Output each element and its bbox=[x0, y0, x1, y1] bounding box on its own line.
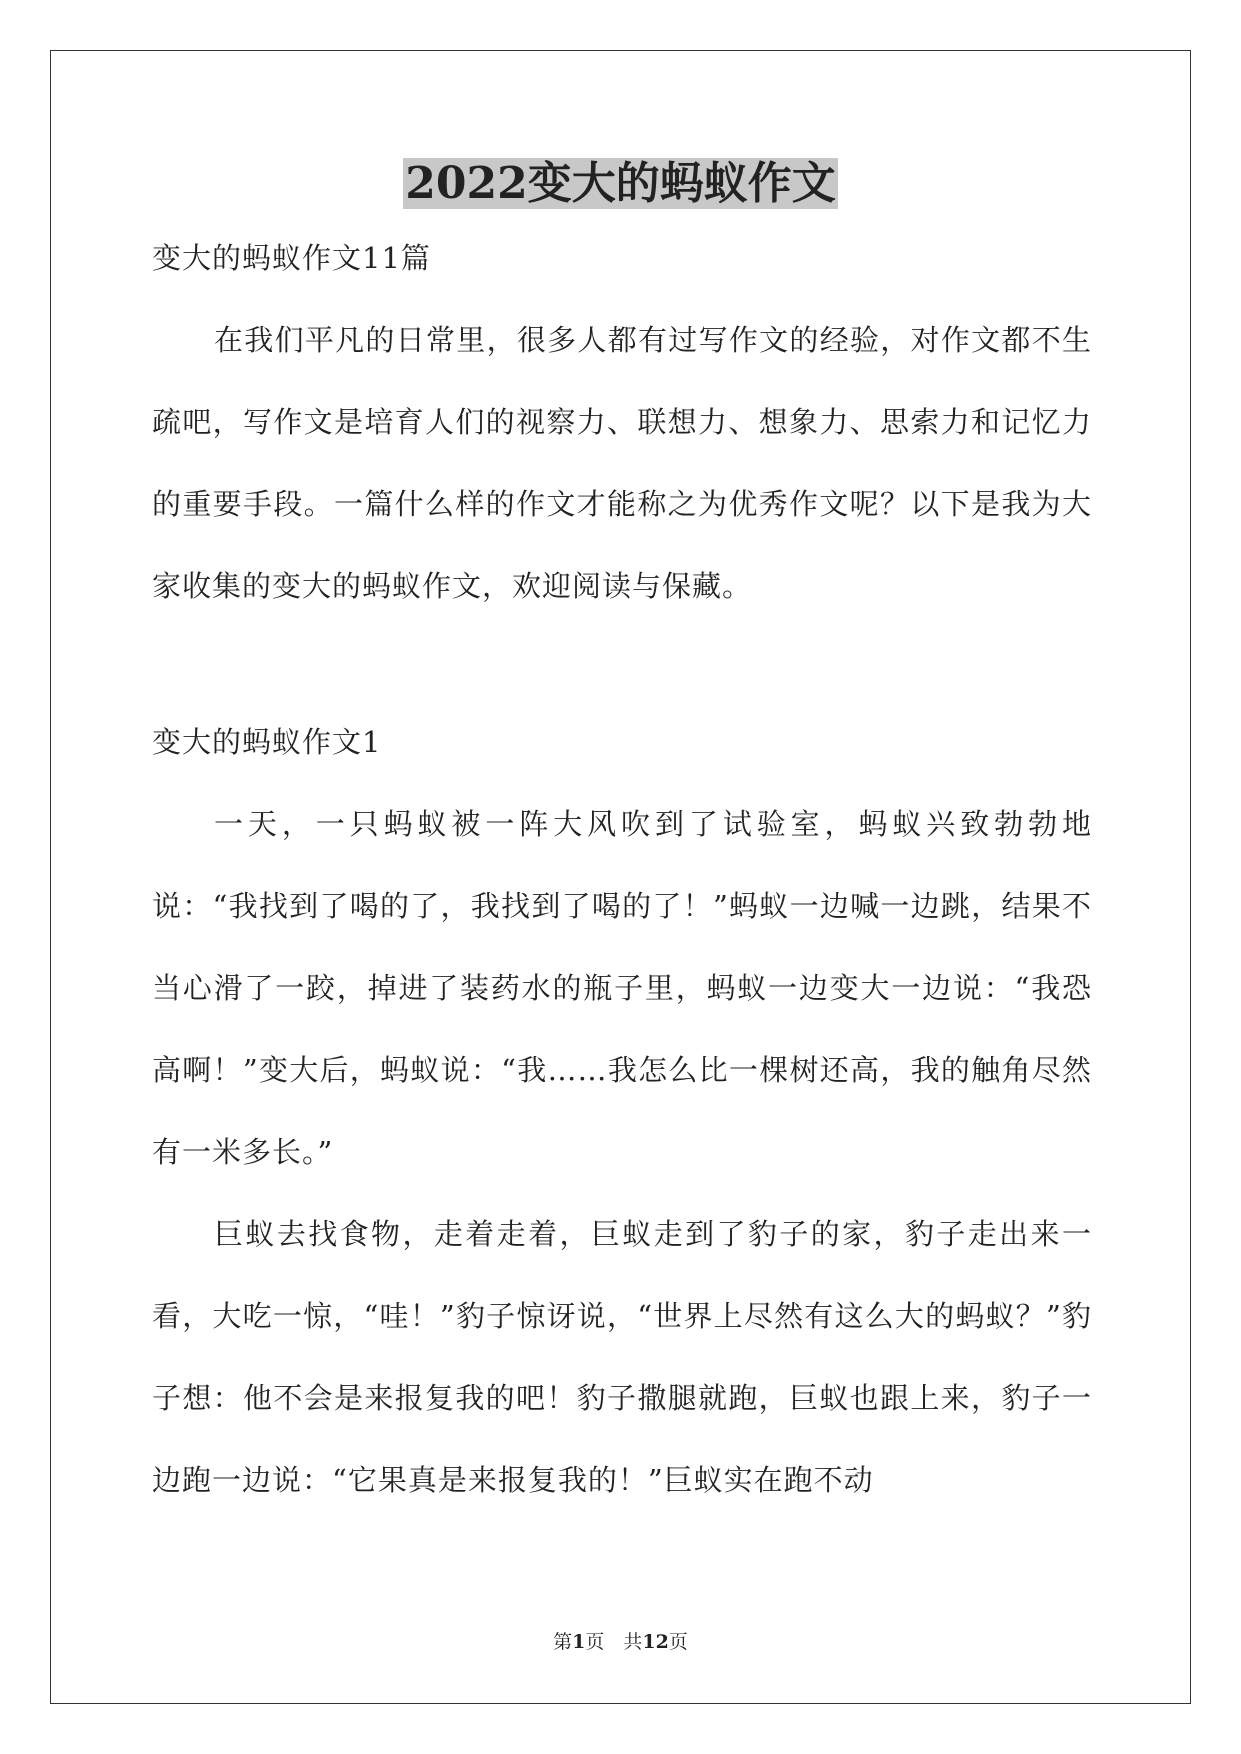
footer-prefix: 第 bbox=[553, 1631, 573, 1653]
footer-suffix: 页 bbox=[668, 1631, 688, 1653]
document-title-text: 2022变大的蚂蚁作文 bbox=[405, 158, 836, 209]
intro-paragraph: 在我们平凡的日常里，很多人都有过写作文的经验，对作文都不生疏吧，写作文是培育人们的视察力、联想力、想象力、思索力和记忆力的重要手段。一篇什么样的作文才能称之为优秀作文呢？以下是我为大家收集的变大的蚂蚁作文，欢迎阅读与保藏。 bbox=[152, 323, 1092, 603]
footer-middle: 页 共 bbox=[585, 1631, 643, 1653]
document-body bbox=[152, 217, 1092, 1521]
body-paragraph: 巨蚁去找食物，走着走着，巨蚁走到了豹子的家，豹子走出来一看，大吃一惊，“哇！”豹子惊讶说，“世界上尽然有这么大的蚂蚁？”豹子想：他不会是来报复我的吧！豹子撒腿就跑，巨蚁也跟上来，豹子一边跑一边说：“它果真是来报复我的！”巨蚁实在跑不动 bbox=[152, 1217, 1092, 1497]
section-heading: 变大的蚂蚁作文1 bbox=[152, 725, 382, 759]
footer-page-current: 1 bbox=[572, 1631, 586, 1653]
section-gap bbox=[152, 627, 1092, 701]
page-footer bbox=[0, 1630, 1241, 1654]
document-subtitle: 变大的蚂蚁作文11篇 bbox=[152, 241, 431, 275]
footer-page-total: 12 bbox=[642, 1631, 669, 1653]
document-title bbox=[0, 155, 1241, 213]
body-paragraph: 一天，一只蚂蚁被一阵大风吹到了试验室，蚂蚁兴致勃勃地说：“我找到了喝的了，我找到了喝的了！”蚂蚁一边喊一边跳，结果不当心滑了一跤，掉进了装药水的瓶子里，蚂蚁一边变大一边说：“我恐高啊！”变大后，蚂蚁说：“我……我怎么比一棵树还高，我的触角尽然有一米多长。” bbox=[152, 807, 1092, 1169]
